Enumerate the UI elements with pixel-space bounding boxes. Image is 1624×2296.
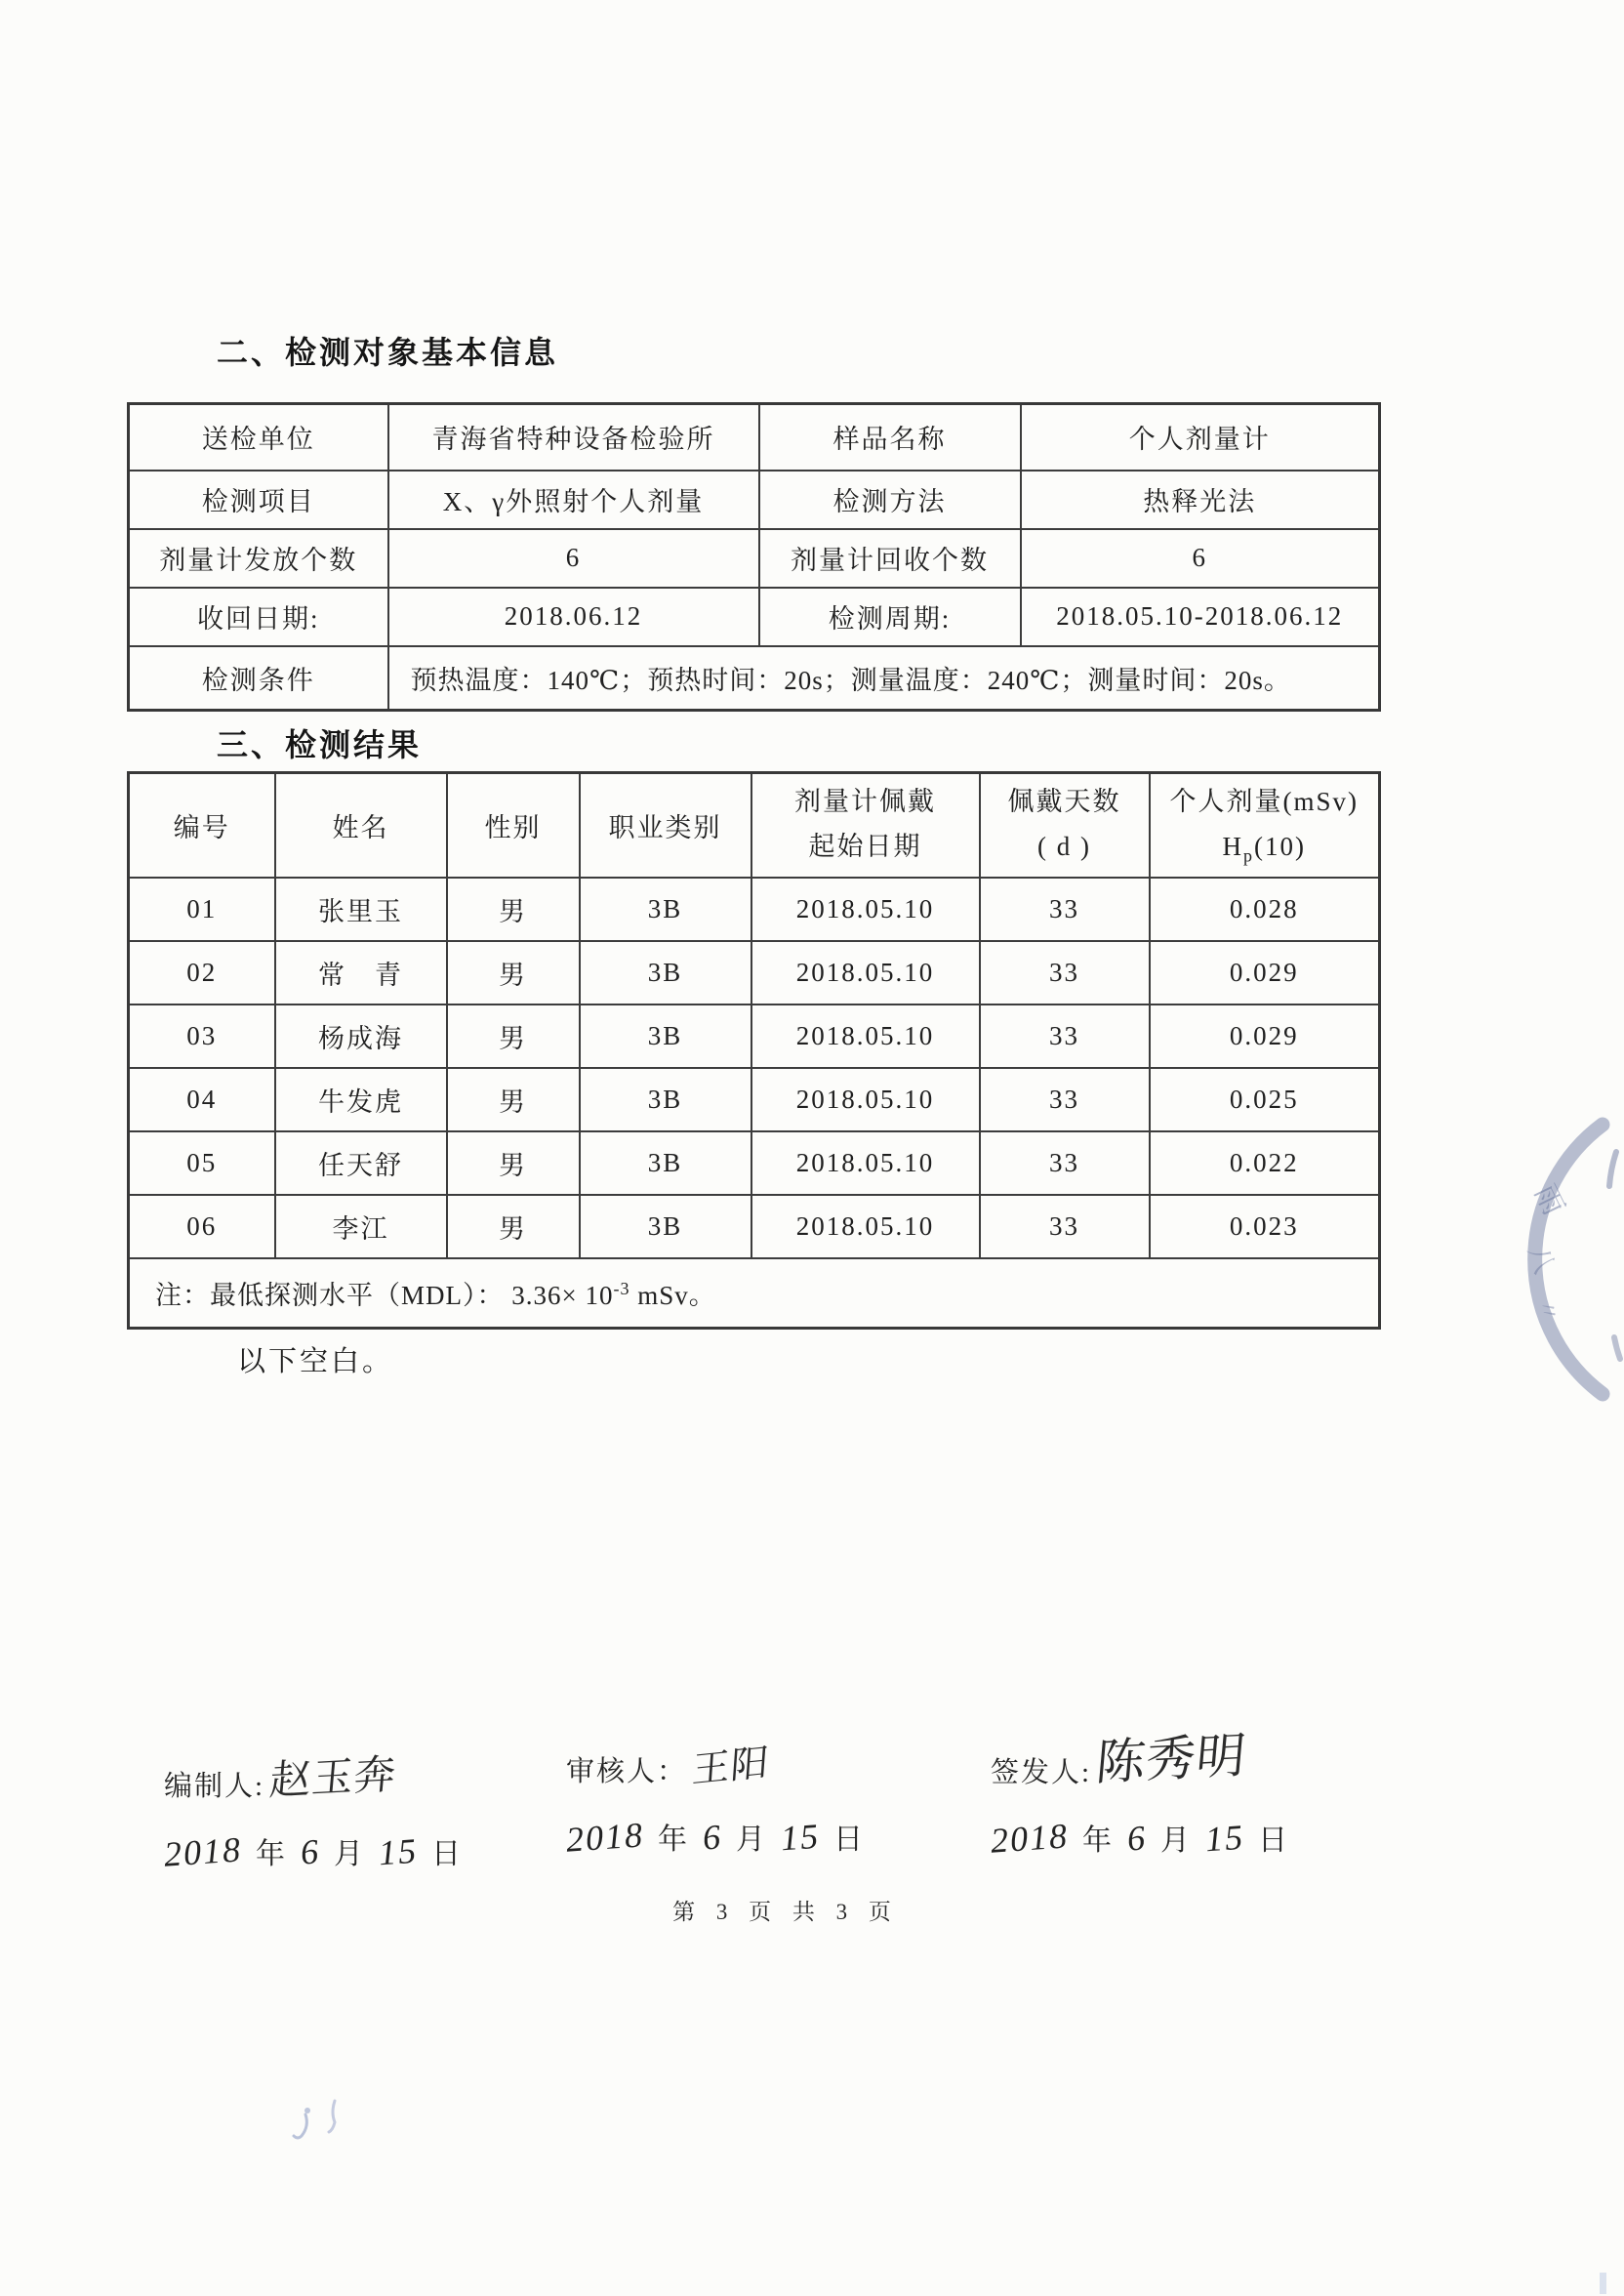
info-value: X、γ外照射个人剂量 xyxy=(388,471,759,529)
mdl-note: 注：最低探测水平（MDL）： $3.36\times 10^{-3}$ mSv。 xyxy=(129,1258,1380,1329)
cell-job: 3B xyxy=(580,878,751,941)
cell-days: 33 xyxy=(980,1131,1150,1195)
info-value: 6 xyxy=(1021,529,1380,588)
reviewer-signature-block xyxy=(566,1736,865,1858)
info-value: 2018.06.12 xyxy=(388,588,759,646)
cell-job: 3B xyxy=(580,1068,751,1131)
svg-text:雨: 雨 xyxy=(1526,1179,1571,1221)
table-row xyxy=(129,1068,1380,1131)
info-value: 2018.05.10-2018.06.12 xyxy=(1021,588,1380,646)
info-label: 样品名称 xyxy=(759,404,1021,471)
cell-start: 2018.05.10 xyxy=(751,1004,980,1068)
preparer-signature: 赵玉奔 xyxy=(267,1752,399,1805)
issuer-signature: 陈秀明 xyxy=(1093,1728,1249,1790)
cell-name: 任天舒 xyxy=(275,1131,447,1195)
preparer-date: 2018 年 6 月 15 日 xyxy=(162,1829,463,1874)
table-row xyxy=(129,1195,1380,1258)
cell-no: 06 xyxy=(129,1195,275,1258)
cell-dose: 0.029 xyxy=(1150,1004,1380,1068)
cell-name: 李江 xyxy=(275,1195,447,1258)
info-label: 送检单位 xyxy=(129,404,388,471)
cell-days: 33 xyxy=(980,941,1150,1004)
cell-no: 03 xyxy=(129,1004,275,1068)
col-header-no: 编号 xyxy=(129,773,275,878)
cell-dose: 0.028 xyxy=(1150,878,1380,941)
info-value: 6 xyxy=(388,529,759,588)
table-row xyxy=(129,529,1380,588)
table-row xyxy=(129,1004,1380,1068)
cell-start: 2018.05.10 xyxy=(751,941,980,1004)
results-table xyxy=(127,771,1381,1330)
ink-squiggle-icon xyxy=(278,2097,366,2185)
table-row xyxy=(129,941,1380,1004)
table-row xyxy=(129,1131,1380,1195)
partial-seal-stamp xyxy=(1478,1093,1624,1425)
cell-start: 2018.05.10 xyxy=(751,878,980,941)
scan-edge-smudge xyxy=(1600,2273,1606,2294)
cell-start: 2018.05.10 xyxy=(751,1131,980,1195)
cell-name: 牛发虎 xyxy=(275,1068,447,1131)
cell-no: 05 xyxy=(129,1131,275,1195)
cell-job: 3B xyxy=(580,1004,751,1068)
info-label: 检测项目 xyxy=(129,471,388,529)
cell-name: 杨成海 xyxy=(275,1004,447,1068)
table-row xyxy=(129,588,1380,646)
info-label: 剂量计回收个数 xyxy=(759,529,1021,588)
cell-sex: 男 xyxy=(447,1004,580,1068)
page-number: 第 3 页 共 3 页 xyxy=(672,1900,899,1924)
table-note-row xyxy=(129,1258,1380,1329)
cell-no: 01 xyxy=(129,878,275,941)
cell-no: 04 xyxy=(129,1068,275,1131)
table-row xyxy=(129,646,1380,711)
col-header-job: 职业类别 xyxy=(580,773,751,878)
preparer-signature-block xyxy=(164,1745,463,1872)
preparer-label: 编制人: xyxy=(164,1771,265,1802)
section3-title: 三、检测结果 xyxy=(217,727,423,762)
cell-start: 2018.05.10 xyxy=(751,1068,980,1131)
cell-sex: 男 xyxy=(447,941,580,1004)
col-header-days: 佩戴天数 ( d ) xyxy=(980,773,1150,878)
table-header-row xyxy=(129,773,1380,878)
table-row xyxy=(129,878,1380,941)
cell-no: 02 xyxy=(129,941,275,1004)
cell-days: 33 xyxy=(980,1004,1150,1068)
reviewer-signature: 王阳 xyxy=(690,1742,771,1791)
seal-arc-icon xyxy=(1478,1093,1624,1425)
info-label: 检测周期: xyxy=(759,588,1021,646)
cell-sex: 男 xyxy=(447,1195,580,1258)
cell-dose: 0.029 xyxy=(1150,941,1380,1004)
section2-title: 二、检测对象基本信息 xyxy=(217,335,559,370)
below-blank-text: 以下空白。 xyxy=(237,1346,394,1377)
cell-start: 2018.05.10 xyxy=(751,1195,980,1258)
info-value: 热释光法 xyxy=(1021,471,1380,529)
col-header-name: 姓名 xyxy=(275,773,447,878)
cell-job: 3B xyxy=(580,1131,751,1195)
issuer-signature-block xyxy=(991,1720,1289,1859)
cell-dose: 0.022 xyxy=(1150,1131,1380,1195)
table-row xyxy=(129,471,1380,529)
cell-name: 张里玉 xyxy=(275,878,447,941)
reviewer-date: 2018 年 6 月 15 日 xyxy=(564,1815,865,1860)
col-header-dose: 个人剂量(mSv) $H_p(10)$ xyxy=(1150,773,1380,878)
cell-sex: 男 xyxy=(447,1131,580,1195)
reviewer-label: 审核人： xyxy=(566,1756,688,1787)
info-value: 青海省特种设备检验所 xyxy=(388,404,759,471)
cell-days: 33 xyxy=(980,1195,1150,1258)
col-header-start-date: 剂量计佩戴 起始日期 xyxy=(751,773,980,878)
info-label: 检测条件 xyxy=(129,646,388,711)
table-row xyxy=(129,404,1380,471)
cell-job: 3B xyxy=(580,941,751,1004)
issuer-date: 2018 年 6 月 15 日 xyxy=(989,1816,1289,1861)
cell-days: 33 xyxy=(980,1068,1150,1131)
cell-dose: 0.025 xyxy=(1150,1068,1380,1131)
basic-info-table xyxy=(127,402,1381,712)
svg-text:八: 八 xyxy=(1522,1241,1562,1278)
svg-text:〃: 〃 xyxy=(1532,1296,1563,1325)
info-value: 个人剂量计 xyxy=(1021,404,1380,471)
cell-sex: 男 xyxy=(447,1068,580,1131)
cell-name: 常 青 xyxy=(275,941,447,1004)
issuer-label: 签发人: xyxy=(991,1757,1092,1788)
info-label: 检测方法 xyxy=(759,471,1021,529)
col-header-sex: 性别 xyxy=(447,773,580,878)
info-label: 剂量计发放个数 xyxy=(129,529,388,588)
cell-job: 3B xyxy=(580,1195,751,1258)
stray-ink-marks xyxy=(278,2097,366,2185)
cell-days: 33 xyxy=(980,878,1150,941)
cell-dose: 0.023 xyxy=(1150,1195,1380,1258)
test-condition-value: 预热温度：140℃；预热时间：20s；测量温度：240℃；测量时间：20s。 xyxy=(388,646,1380,711)
cell-sex: 男 xyxy=(447,878,580,941)
info-label: 收回日期: xyxy=(129,588,388,646)
